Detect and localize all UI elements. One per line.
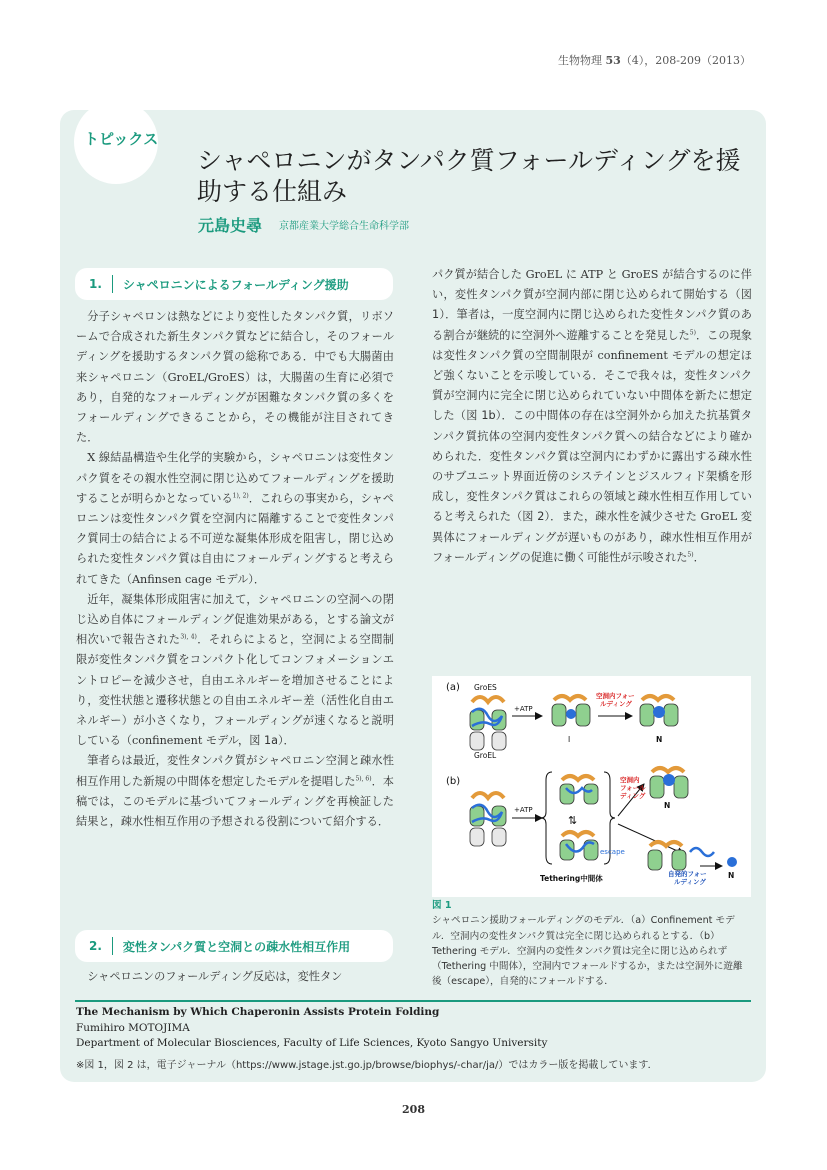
escape-label: escape [600, 848, 625, 856]
atp-label: +ATP [514, 806, 533, 814]
groel-label: GroEL [474, 751, 497, 760]
color-note: ※図 1，図 2 は，電子ジャーナル（https://www.jstage.jst.go.jp/browse/biophys/-char/ja/）ではカラー版を掲載しています． [76, 1060, 658, 1071]
escaped-protein-icon [690, 848, 714, 856]
figure-ref: 図 1a [249, 734, 278, 748]
panel-label-a: (a) [446, 682, 460, 693]
citation-ref: 5) [689, 328, 696, 336]
groes-label: GroES [474, 683, 497, 692]
bracket-icon [541, 772, 552, 864]
spontaneous-label: ルディング [674, 878, 706, 886]
paragraph: 分子シャペロンは熱などにより変性したタンパク質，リボソームで合成された新生タンパク質などに結合し，そのフォールディングを援助するタンパク質の総称である．中でも大腸菌由来シャペロニン（GroEL/GroES）は，大腸菌の生育に必須であり，自発的なフォールディングが困難なタンパク質の多くをフォールディングできることから，その機能が注目されてきた． [76, 310, 394, 445]
paragraph: 筆者らは最近，変性タンパク質がシャペロニン空洞と疎水性相互作用した新規の中間体を想定したモデルを提唱した$^{5), 6)}$．本稿では，このモデルに基づいてフォールディングを再検証した結果と，疎水性相互作用の予想される役割について紹介する． [76, 754, 394, 829]
native-label: N [664, 801, 671, 810]
groes-cap-icon [472, 793, 504, 798]
journal-citation: 生物物理 53（4），208-209（2013） [557, 54, 751, 67]
fold-label: 空洞内 [620, 776, 640, 784]
citation-ref: 5) [687, 551, 694, 559]
caption-text: シャペロニン援助フォールディングのモデル．（a）Confinement モデル．空洞内の変性タンパク質は完全に閉じ込められるとする．（b）Tethering モデル．空洞内の変性タンパク質は完全に閉じ込められず（Tethering 中間体），空洞内でフォールドするか，または空洞外に遊離後（escape），自発的にフォールドする． [432, 915, 743, 988]
author-name: 元島史尋 [198, 216, 263, 235]
english-affiliation: Department of Molecular Biosciences, Faculty of Life Sciences, Kyoto Sangyo University [76, 1037, 548, 1049]
english-author: Fumihiro MOTOJIMA [76, 1021, 190, 1034]
paragraph: X 線結晶構造や生化学的実験から，シャペロニンは変性タンパク質をその親水性空洞に閉じ込めてフォールディングを援助することが明らかとなっている$^{1), 2)}$．これらの事実から，シャペロニンは変性タンパク質を空洞内に隔離することで変性タンパク質同士の結合による不可逆な凝集体形成を阻害し，閉じ込められた変性タンパク質は自由にフォールディングすると考えられてきた（Anfinsen cage モデル）． [76, 451, 394, 586]
fold-label: ディング [620, 792, 646, 800]
equilibrium-icon: ⇅ [568, 814, 578, 827]
chaperonin-icon [650, 768, 688, 798]
chaperonin-icon [640, 696, 678, 726]
figure-ref: 図 1 [432, 288, 752, 322]
caption-label: 図 1 [432, 900, 452, 911]
native-label: N [728, 871, 735, 880]
fold-label: ルディング [600, 700, 632, 708]
citation-ref: 3), 4) [180, 633, 197, 641]
body-column-left-continued [76, 967, 394, 987]
figure-ref: 図 2 [522, 510, 545, 524]
native-protein-icon [727, 857, 737, 867]
chaperonin-icon [552, 696, 590, 726]
chaperonin-icon [648, 842, 686, 870]
atp-label: +ATP [514, 705, 533, 713]
english-title: The Mechanism by Which Chaperonin Assists Protein Folding [76, 1006, 440, 1018]
spontaneous-label: 自発的フォー [668, 870, 707, 878]
citation-ref: 1), 2) [232, 492, 249, 500]
section-title: シャペロニンによるフォールディング援助 [122, 277, 349, 292]
intermediate-label: I [568, 735, 571, 744]
author-affiliation: 京都産業大学総合生命科学部 [279, 221, 409, 232]
tethering-label: Tethering中間体 [540, 874, 603, 883]
topic-label: トピックス [84, 130, 159, 148]
body-column-left [76, 307, 394, 832]
fold-label: 空洞内フォー [596, 692, 635, 700]
paragraph: 近年，凝集体形成阻害に加えて，シャペロニンの空洞への閉じ込め自体にフォールディング促進効果がある，とする論文が相次いで報告された$^{3), 4)}$．それらによると，空洞による空間制限が変性タンパク質をコンパクト化してコンフォメーションエントロピーを減少させ，自由エネルギーを増加させることにより，変性状態と遷移状態との自由エネルギー差（活性化自由エネルギー）が小さくなり，フォールディングが速くなると説明している（confinement モデル，図 1a）． [76, 592, 394, 748]
english-info [76, 1005, 752, 1052]
body-column-right [432, 265, 752, 568]
fold-label: フォール [620, 784, 646, 792]
citation-ref: 5), 6) [355, 774, 372, 782]
chaperonin-icon [560, 832, 598, 860]
chaperonin-icon [560, 776, 598, 804]
section-number: 2. [75, 937, 113, 955]
groes-cap-icon [472, 697, 504, 702]
panel-label-b: (b) [446, 776, 461, 787]
section-heading-2 [75, 930, 393, 962]
arrow-icon [618, 824, 684, 854]
figure-1 [432, 676, 751, 897]
paragraph: シャペロニンのフォールディング反応は，変性タン [87, 970, 343, 983]
native-label: N [656, 735, 663, 744]
section-number: 1. [75, 275, 113, 293]
article-title: シャペロニンがタンパク質フォールディングを援助する仕組み [197, 146, 741, 206]
paragraph: パク質が結合した GroEL に ATP と GroES が結合するのに伴い，変性タンパク質が空洞内部に閉じ込められて開始する（図 1）．筆者は，一度空洞内に閉じ込められた変性タンパク質のある割合が継続的に空洞外へ遊離することを発見した$^{5)}$．この現象は変性タンパク質の空間制限が confinement モデルの想定ほど強くないことを示唆している．そこで我々は，変性タンパク質が空洞内に完全に閉じ込められていない中間体を新たに想定した（図 1b）．この中間体の存在は空洞外から加えた抗基質タンパク質抗体の空洞内変性タンパク質への結合などにより確かめられた．変性タンパク質は空洞内にわずかに露出する疎水性のサブユニット界面近傍のシステインとジスルフィド架橋を形成し，変性タンパク質はこれらの領域と疎水性相互作用していると考えられた（図 2）．また，疎水性を減少させた GroEL 変異体にフォールディングが遅いものがあり，疎水性相互作用がフォールディングの促進に働く可能性が示唆された$^{5)}$． [432, 268, 752, 564]
figure-caption [432, 898, 752, 990]
section-heading-1 [75, 268, 393, 300]
page-number: 208 [402, 1103, 425, 1116]
section-title: 変性タンパク質と空洞との疎水性相互作用 [122, 939, 351, 954]
divider [75, 1000, 751, 1002]
figure-1-diagram [432, 676, 751, 897]
figure-ref: 図 1b [466, 409, 496, 423]
